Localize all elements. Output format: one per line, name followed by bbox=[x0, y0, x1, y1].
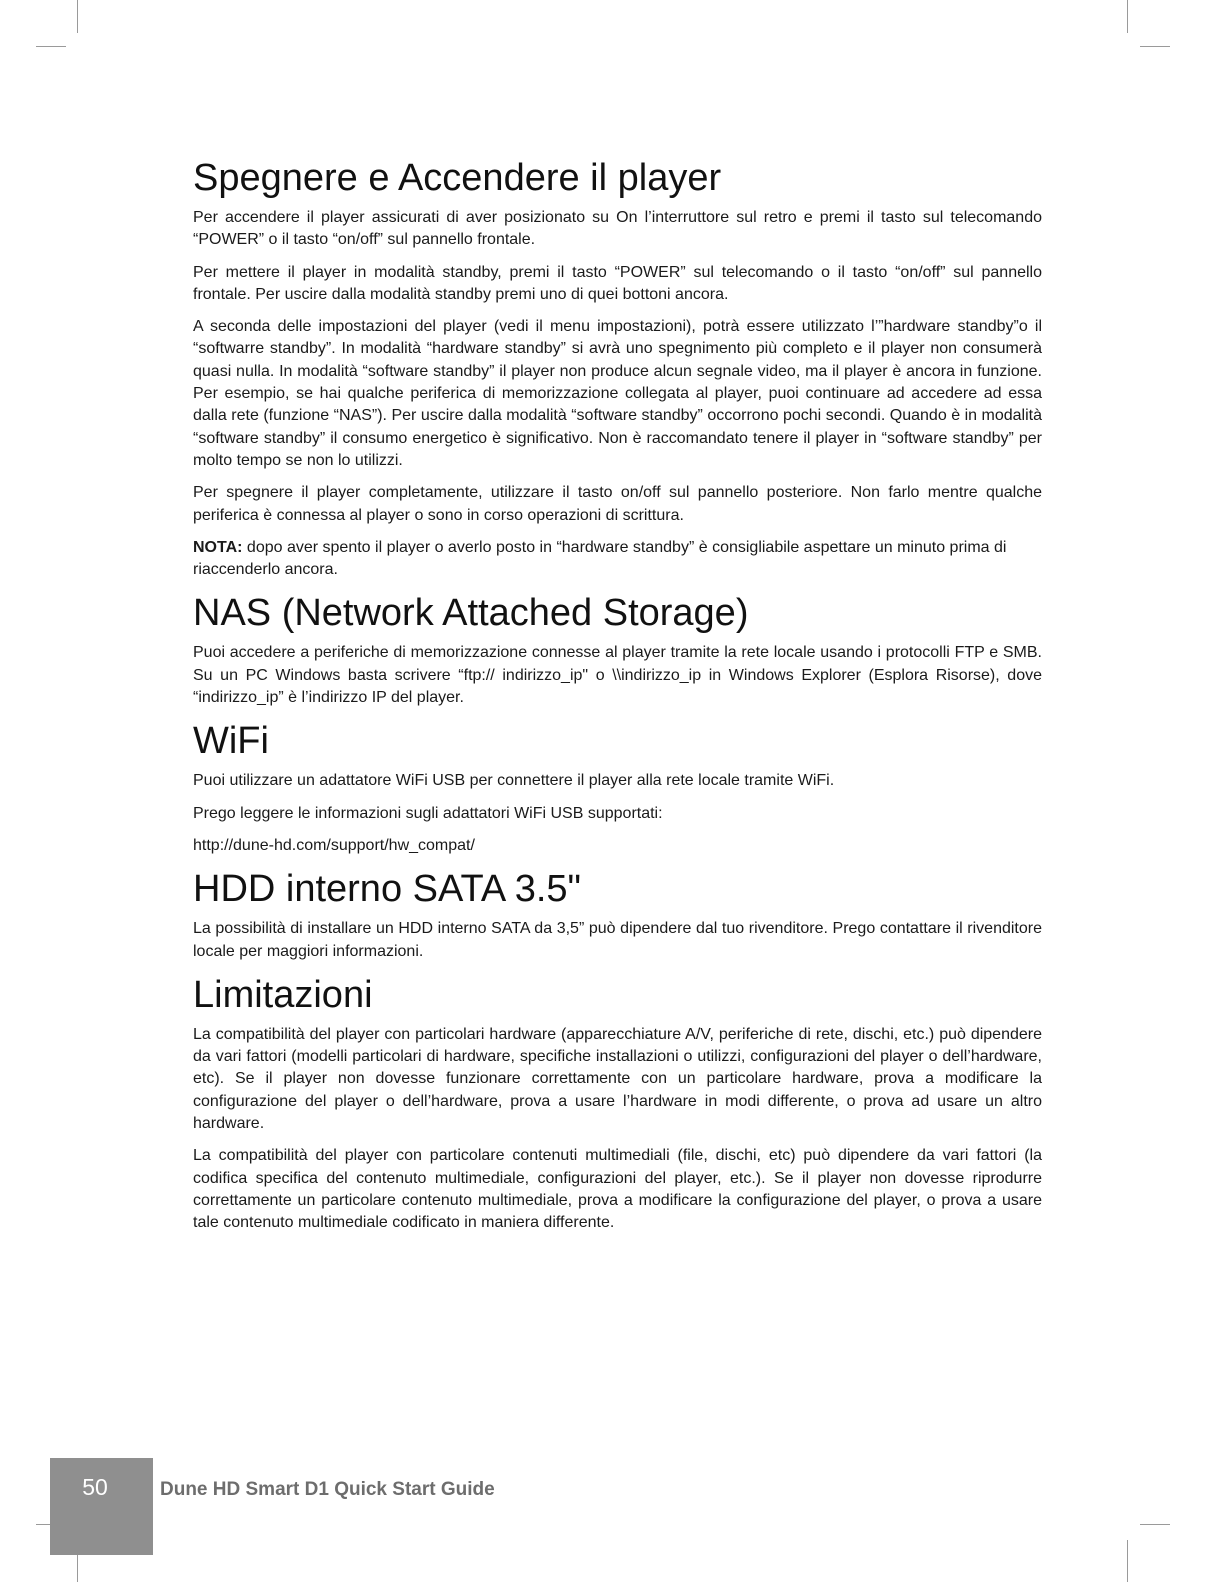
support-url: http://dune-hd.com/support/hw_compat/ bbox=[193, 836, 475, 854]
crop-mark-top-left-horizontal bbox=[36, 46, 66, 47]
section-wifi bbox=[193, 719, 1042, 857]
paragraph: A seconda delle impostazioni del player (vedi il menu impostazioni), potrà essere utilizzato l’”hardware standby”o il “softwarre standby”. In modalità “hardware standby” si avrà uno spegnimento più completo e il player non consumerà quasi nulla. In modalità “software standby” il player non produce alcun segnale video, ma il player è ancora in funzione. Per esempio, se hai qualche periferica di memorizzazione collegata al player, puoi continuare ad accedere ad essa dalla rete (funzione “NAS”). Per uscire dalla modalità “software standby” occorrono pochi secondi. Quando è in modalità “software standby” il consumo energetico è significativo. Non è raccomandato tenere il player in “software standby” per molto tempo se non lo utilizzi. bbox=[193, 318, 1042, 469]
section-title-hdd: HDD interno SATA 3.5" bbox=[193, 868, 582, 911]
crop-mark-bottom-right-vertical bbox=[1127, 1540, 1128, 1582]
guide-title: Dune HD Smart D1 Quick Start Guide bbox=[160, 1479, 495, 1500]
paragraph: Per spegnere il player completamente, utilizzare il tasto on/off sul pannello posteriore. Non farlo mentre qualche periferica è connessa al player o sono in corso operazioni di scrittura. bbox=[193, 484, 1042, 524]
section-hdd bbox=[193, 867, 1042, 963]
section-limitations bbox=[193, 973, 1042, 1235]
paragraph: Puoi accedere a periferiche di memorizzazione connesse al player tramite la rete locale usando i protocolli FTP e SMB. Su un PC Windows basta scrivere “ftp:// indirizzo_ip" o \\indirizzo_ip in Windows Explorer (Esplora Risorse), dove “indirizzo_ip” è l’indirizzo IP del player. bbox=[193, 644, 1042, 707]
page-content bbox=[193, 150, 1042, 1245]
section-nas bbox=[193, 591, 1042, 709]
paragraph: Per mettere il player in modalità standby, premi il tasto “POWER” sul telecomando o il tasto “on/off” sul pannello frontale. Per uscire dalla modalità standby premi uno di quei bottoni ancora. bbox=[193, 263, 1042, 303]
crop-mark-bottom-right-horizontal bbox=[1140, 1524, 1170, 1525]
paragraph: La compatibilità del player con particolare contenuti multimediali (file, dischi, etc) può dipendere da vari fattori (la codifica specifica del contenuto multimediale, configurazioni del player, etc.). Se il player non dovesse riprodurre correttamente un particolare contenuto multimediale, prova a modificare la configurazione del player, o prova a usare tale contenuto multimediale codificato in maniera differente. bbox=[193, 1147, 1042, 1232]
paragraph: Per accendere il player assicurati di aver posizionato su On l’interruttore sul retro e premi il tasto sul telecomando “POWER” o il tasto “on/off” sul pannello frontale. bbox=[193, 209, 1042, 249]
paragraph: La possibilità di installare un HDD interno SATA da 3,5” può dipendere dal tuo rivenditore. Prego contattare il rivenditore locale per maggiori informazioni. bbox=[193, 920, 1042, 960]
crop-mark-top-left-vertical bbox=[77, 0, 78, 33]
section-title-power: Spegnere e Accendere il player bbox=[193, 157, 722, 199]
section-power bbox=[193, 156, 1042, 581]
paragraph: La compatibilità del player con particolari hardware (apparecchiature A/V, periferiche di rete, dischi, etc.) può dipendere da vari fattori (modelli particolari di hardware, specifiche installazioni o utilizzi, configurazioni del player o dell’hardware, etc). Se il player non dovesse funzionare correttamente con un particolare hardware, prova a modificare la configurazione del player o dell’hardware, prova a usare l’hardware in modi differente, o prova ad usare un altro hardware. bbox=[193, 1025, 1042, 1133]
section-title-wifi: WiFi bbox=[193, 720, 269, 763]
crop-mark-top-right-horizontal bbox=[1140, 46, 1170, 47]
paragraph: Puoi utilizzare un adattatore WiFi USB per connettere il player alla rete locale tramite WiFi. bbox=[193, 772, 835, 790]
paragraph: Prego leggere le informazioni sugli adattatori WiFi USB supportati: bbox=[193, 804, 663, 822]
section-title-nas: NAS (Network Attached Storage) bbox=[193, 592, 749, 635]
note-paragraph bbox=[193, 537, 1042, 582]
page-number: 50 bbox=[82, 1474, 108, 1500]
note-label: NOTA: bbox=[193, 538, 243, 556]
note-text: dopo aver spento il player o averlo posto in “hardware standby” è consigliabile aspettare un minuto prima di riaccenderlo ancora. bbox=[193, 538, 1007, 579]
section-title-limitations: Limitazioni bbox=[193, 973, 373, 1016]
crop-mark-top-right-vertical bbox=[1127, 0, 1128, 33]
